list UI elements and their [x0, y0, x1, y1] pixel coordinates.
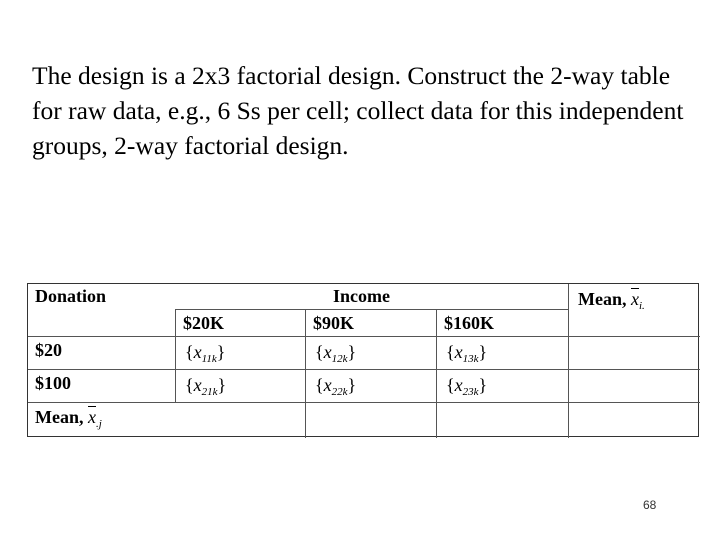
- header-income: Income: [333, 286, 390, 306]
- cell-x22k: $\{x_{22k}\}$: [315, 375, 357, 398]
- donation-level-1: $20: [35, 340, 62, 360]
- column-mean-symbol: $\overline{x}_{.j}$: [88, 407, 102, 430]
- slide-number: 68: [643, 498, 657, 512]
- row-mean-symbol: $\overline{x}_{i.}$: [631, 289, 645, 312]
- cell-x11k: $\{x_{11k}\}$: [185, 342, 226, 365]
- donation-level-2: $100: [35, 373, 71, 393]
- factorial-data-table: [27, 283, 699, 437]
- income-level-2: $90K: [313, 313, 355, 333]
- cell-x21k: $\{x_{21k}\}$: [185, 375, 227, 398]
- row-mean-label: Mean,: [578, 289, 627, 309]
- income-level-1: $20K: [183, 313, 225, 333]
- cell-x23k: $\{x_{23k}\}$: [446, 375, 488, 398]
- slide-body-text: The design is a 2x3 factorial design. Construct the 2-way table for raw data, e.g., 6 Ss per cell; collect data for this independent groups, 2-way factorial design.: [32, 61, 684, 160]
- column-mean-label: Mean, $\overline{x}_{.j}$: [35, 407, 102, 430]
- income-level-3: $160K: [444, 313, 495, 333]
- header-row-mean: [578, 289, 645, 312]
- cell-x13k: $\{x_{13k}\}$: [446, 342, 488, 365]
- header-donation: Donation: [35, 286, 107, 306]
- cell-x12k: $\{x_{12k}\}$: [315, 342, 357, 365]
